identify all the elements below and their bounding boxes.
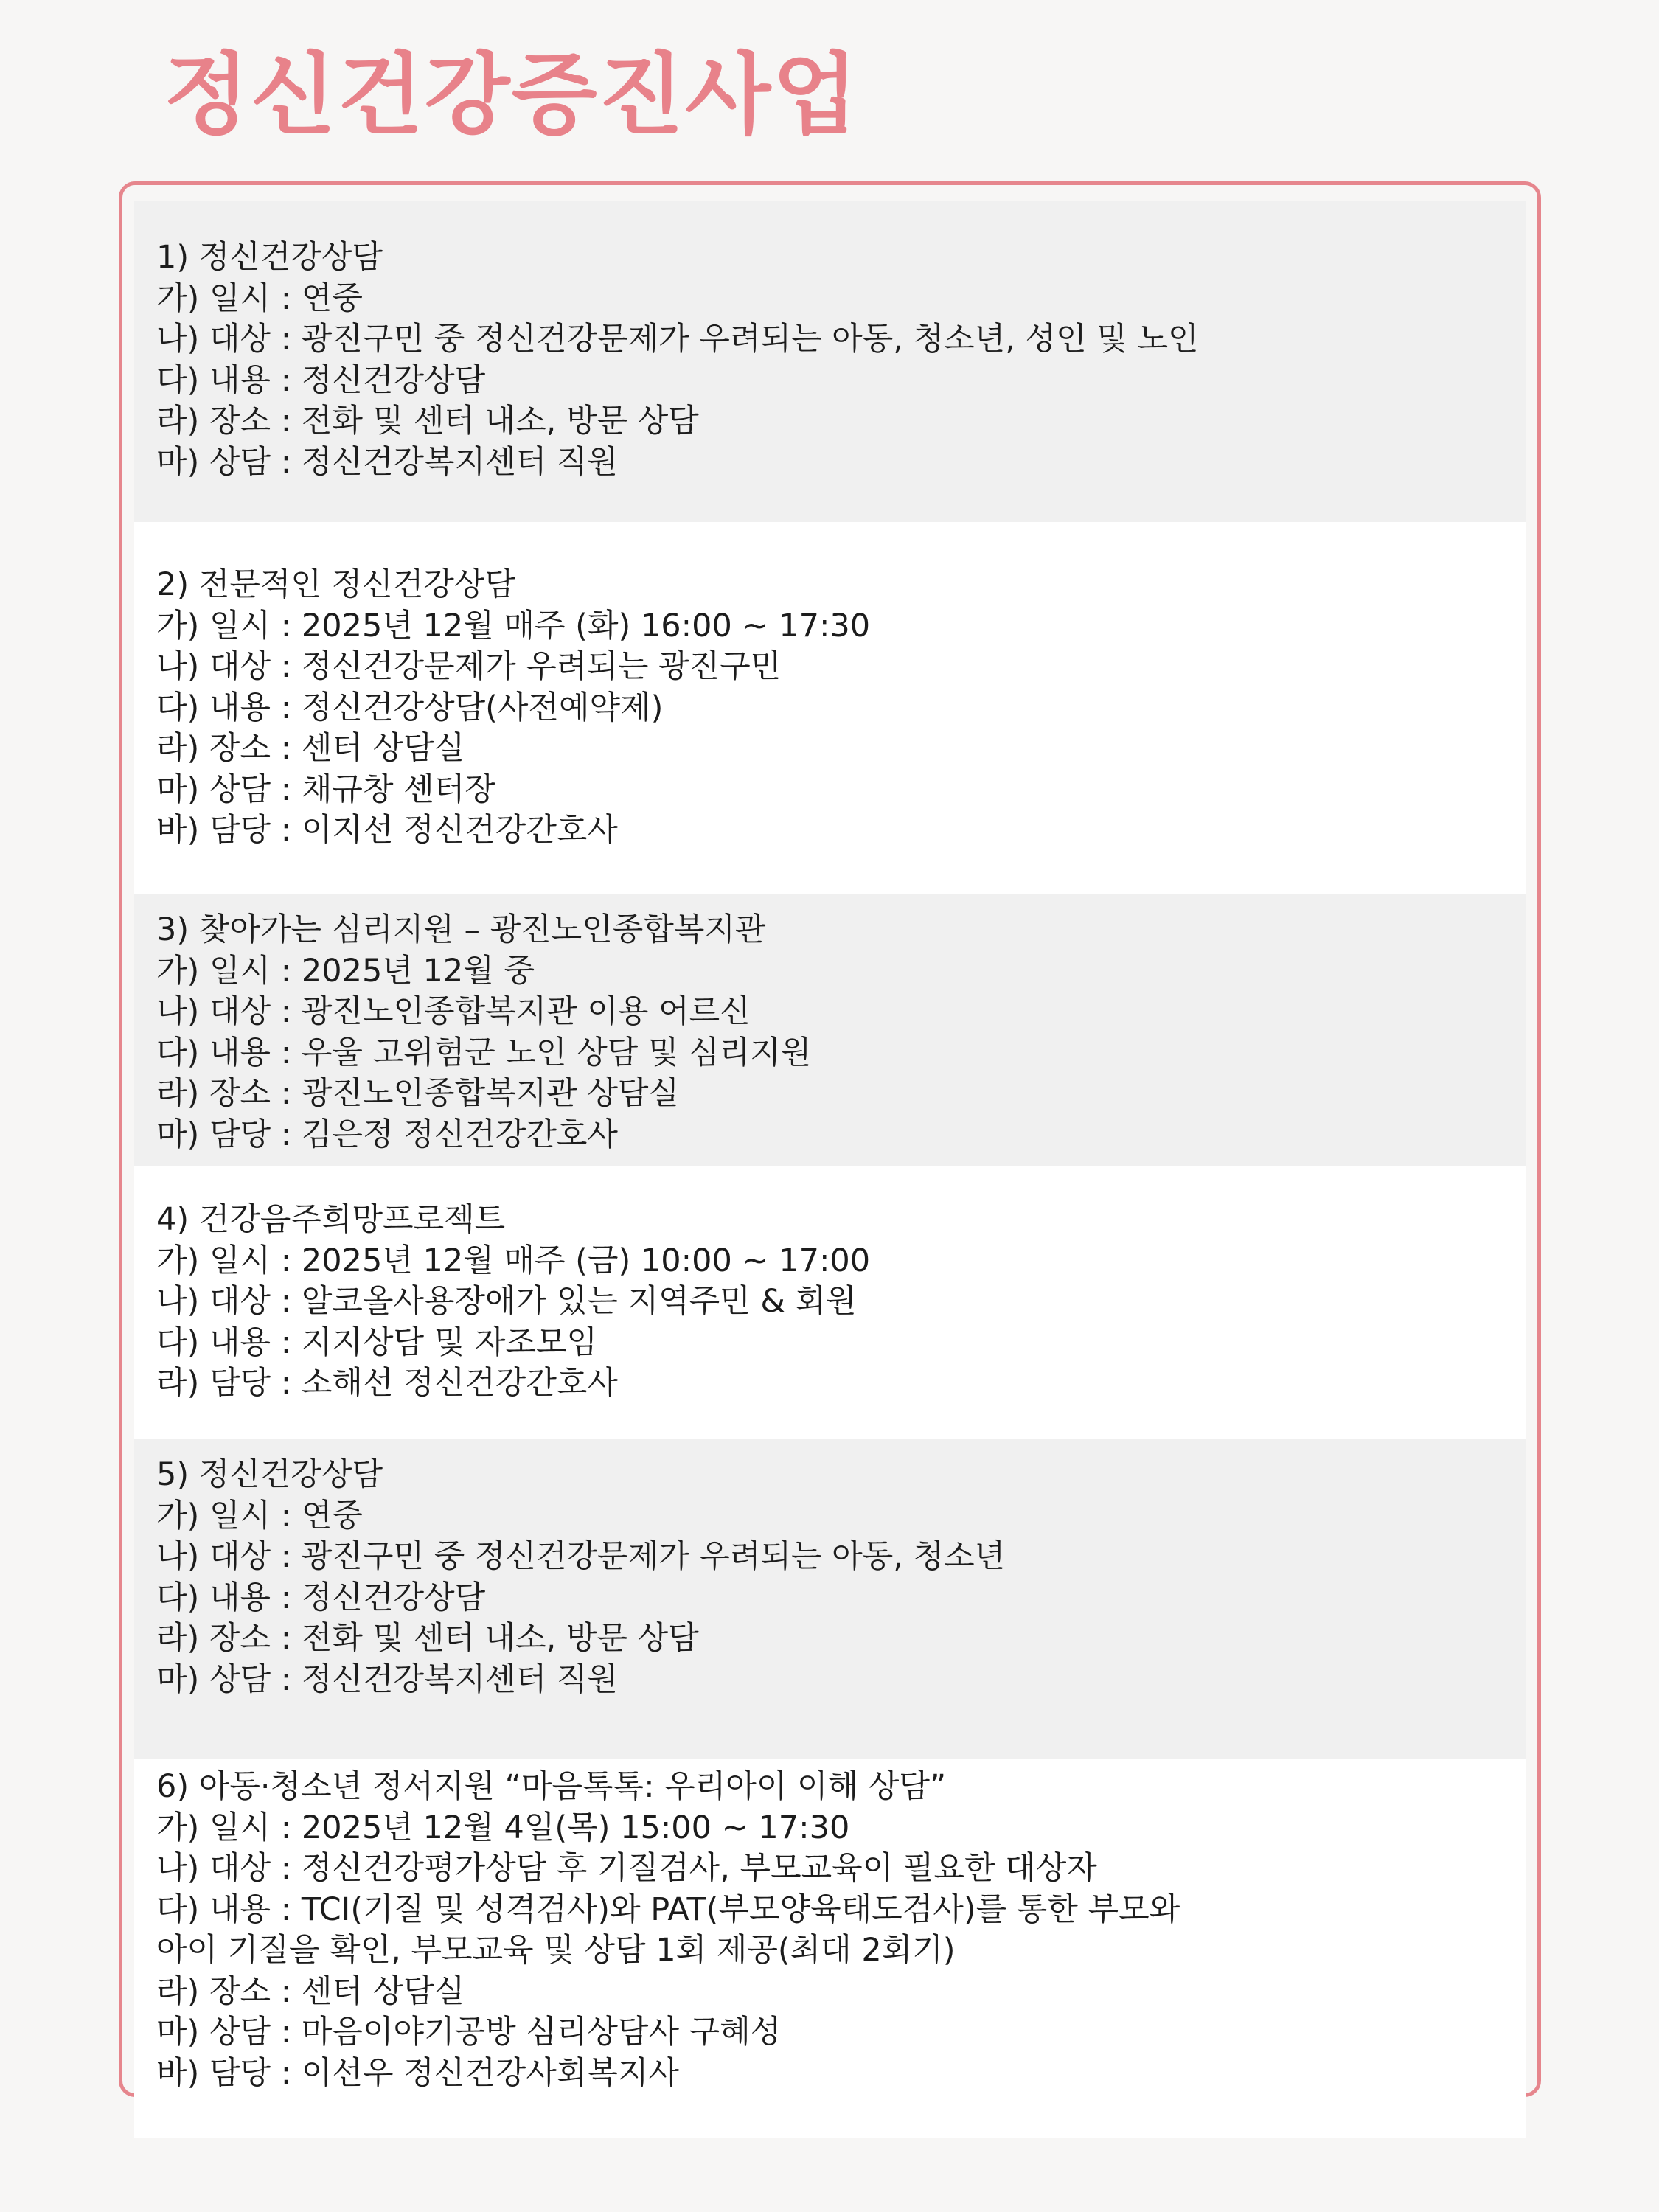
section-line: 라) 장소 : 전화 및 센터 내소, 방문 상담 <box>156 1620 699 1657</box>
section-line: 아이 기질을 확인, 부모교육 및 상담 1회 제공(최대 2회기) <box>156 1932 956 1969</box>
section-3 <box>134 894 1526 1166</box>
section-2 <box>134 522 1526 894</box>
section-line: 마) 담당 : 김은정 정신건강간호사 <box>156 1116 618 1153</box>
section-line: 가) 일시 : 2025년 12월 중 <box>156 952 535 990</box>
section-line: 가) 일시 : 2025년 12월 매주 (화) 16:00 ~ 17:30 <box>156 607 871 644</box>
section-line: 마) 상담 : 채규창 센터장 <box>156 771 495 808</box>
section-line: 라) 장소 : 광진노인종합복지관 상담실 <box>156 1075 680 1112</box>
section-heading: 5) 정신건강상담 <box>156 1456 383 1493</box>
section-heading: 4) 건강음주희망프로젝트 <box>156 1201 506 1238</box>
section-line: 라) 장소 : 센터 상담실 <box>156 730 465 767</box>
section-heading: 6) 아동·청소년 정서지원 “마음톡톡: 우리아이 이해 상담” <box>156 1768 947 1805</box>
section-line: 다) 내용 : 정신건강상담 <box>156 1579 486 1616</box>
section-line: 나) 대상 : 광진구민 중 정신건강문제가 우려되는 아동, 청소년, 성인 및 노인 <box>156 321 1199 358</box>
section-line: 다) 내용 : 정신건강상담(사전예약제) <box>156 689 664 726</box>
section-5 <box>134 1439 1526 1759</box>
section-heading: 1) 정신건강상담 <box>156 239 383 276</box>
section-line: 나) 대상 : 알코올사용장애가 있는 지역주민 & 회원 <box>156 1283 857 1320</box>
section-line: 가) 일시 : 연중 <box>156 1497 363 1534</box>
section-line: 다) 내용 : 정신건강상담 <box>156 361 486 399</box>
section-6 <box>134 1759 1526 2138</box>
section-line: 나) 대상 : 광진노인종합복지관 이용 어르신 <box>156 993 751 1030</box>
section-line: 라) 장소 : 전화 및 센터 내소, 방문 상담 <box>156 403 699 439</box>
section-line: 다) 내용 : 우울 고위험군 노인 상담 및 심리지원 <box>156 1034 812 1071</box>
section-line: 마) 상담 : 정신건강복지센터 직원 <box>156 1660 618 1698</box>
page-title: 정신건강증진사업 <box>164 44 860 147</box>
section-line: 라) 장소 : 센터 상담실 <box>156 1972 465 2010</box>
section-line: 다) 내용 : TCI(기질 및 성격검사)와 PAT(부모양육태도검사)를 통한 부모와 <box>156 1891 1180 1928</box>
section-line: 다) 내용 : 지지상담 및 자조모임 <box>156 1324 598 1361</box>
section-line: 가) 일시 : 2025년 12월 4일(목) 15:00 ~ 17:30 <box>156 1809 850 1846</box>
section-heading: 3) 찾아가는 심리지원 – 광진노인종합복지관 <box>156 911 766 948</box>
section-line: 나) 대상 : 광진구민 중 정신건강문제가 우려되는 아동, 청소년 <box>156 1538 1006 1575</box>
section-line: 바) 담당 : 이지선 정신건강간호사 <box>156 812 618 849</box>
section-heading: 2) 전문적인 정신건강상담 <box>156 566 515 603</box>
section-line: 나) 대상 : 정신건강평가상담 후 기질검사, 부모교육이 필요한 대상자 <box>156 1850 1097 1887</box>
section-line: 마) 상담 : 마음이야기공방 심리상담사 구혜성 <box>156 2014 782 2051</box>
section-line: 나) 대상 : 정신건강문제가 우려되는 광진구민 <box>156 648 782 685</box>
section-line: 바) 담당 : 이선우 정신건강사회복지사 <box>156 2054 680 2092</box>
section-1 <box>134 201 1526 522</box>
section-4 <box>134 1166 1526 1439</box>
section-line: 가) 일시 : 2025년 12월 매주 (금) 10:00 ~ 17:00 <box>156 1242 871 1279</box>
section-line: 마) 상담 : 정신건강복지센터 직원 <box>156 443 618 481</box>
section-line: 라) 담당 : 소해선 정신건강간호사 <box>156 1365 618 1402</box>
section-line: 가) 일시 : 연중 <box>156 279 363 317</box>
